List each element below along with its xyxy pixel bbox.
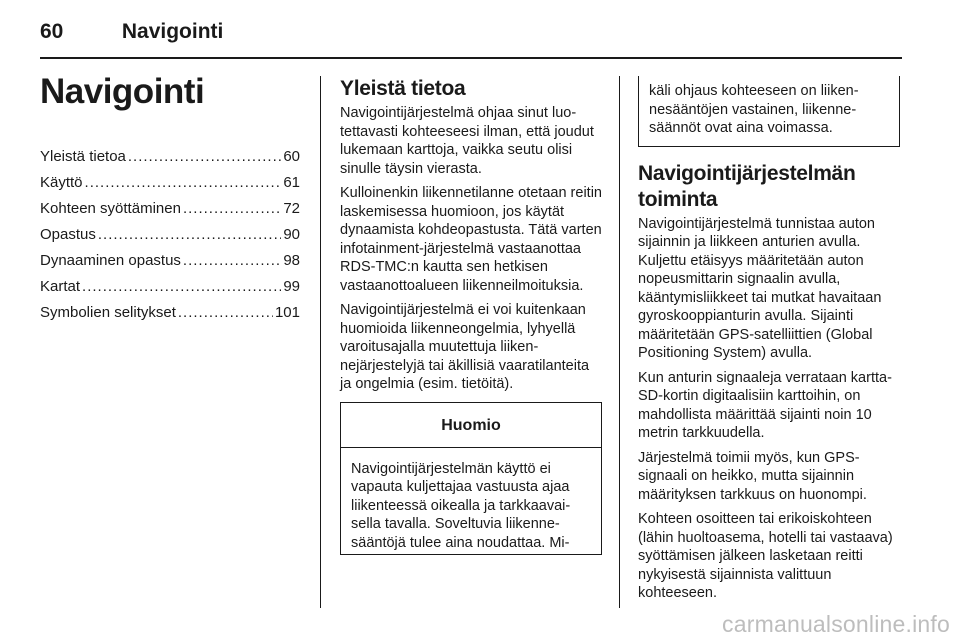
toc-entry[interactable] <box>40 300 300 326</box>
toc-entry-label: Yleistä tietoa <box>40 148 126 165</box>
page-header <box>40 20 223 44</box>
watermark: carmanualsonline.info <box>722 611 950 637</box>
toc-leader-dots <box>85 170 282 196</box>
toc-leader-dots <box>183 248 281 274</box>
function-paragraph: Kohteen osoitteen tai erikoiskohteen (lähin huoltoasema, hotelli tai vastaava) syöttämisen jälkeen lasketaan reitti nykyisestä sijainnista valittuun kohteeseen. <box>638 511 893 601</box>
general-heading: Yleistä tietoa <box>340 77 466 100</box>
running-section-title: Navigointi <box>121 20 224 43</box>
toc-leader-dots <box>183 196 281 222</box>
right-column <box>638 76 900 609</box>
note-box-continued <box>638 76 900 147</box>
toc-entry[interactable] <box>40 144 300 170</box>
column-divider-1 <box>320 76 321 608</box>
toc-entry[interactable] <box>40 170 300 196</box>
toc-leader-dots <box>82 274 281 300</box>
function-paragraph: Navigointijärjestelmä tunnistaa auton sijainnin ja liikkeen anturien avulla. Kuljettu etäisyys määritetään auton nopeusmittarin signaalin avulla, kääntymisliikkeet tai mutkat havaitaan gyroskooppianturin avulla. Sijainti määritetään GPS-satelliittien (Global Positioning System) avulla. <box>638 215 882 361</box>
header-rule <box>40 57 902 59</box>
toc-entry-label: Opastus <box>40 226 96 243</box>
toc-entry-label: Symbolien selitykset <box>40 304 176 321</box>
function-heading: Navigointijärjestelmän toiminta <box>638 161 856 211</box>
general-paragraph: Navigointijärjestelmä ohjaa sinut luotettavasti kohteeseesi ilman, että joudut lukemaan karttoja, vaikka seutu olisi sinulle täysin vierasta. <box>340 105 594 177</box>
column-divider-2 <box>619 76 620 608</box>
toc-leader-dots <box>98 222 281 248</box>
note-box <box>340 402 602 556</box>
general-paragraph: Navigointijärjestelmä ei voi kuitenkaan huomioida liikenneongelmia, lyhyellä varoitusajalla muutettuja liikennejärjestelyjä tai äkillisiä vaaratilanteita ja ongelmia (esim. tietöitä). <box>340 302 590 392</box>
toc-entry-page: 98 <box>283 252 300 269</box>
toc-entry-page: 60 <box>283 148 300 165</box>
function-paragraph: Järjestelmä toimii myös, kun GPS-signaali on heikko, mutta sijainnin määrityksen tarkkuus on huonompi. <box>638 449 867 503</box>
toc-leader-dots <box>178 300 273 326</box>
note-text-continued: käli ohjaus kohteeseen on liikennesääntöjen vastainen, liikennesäännöt ovat aina voimassa. <box>649 83 859 136</box>
toc-entry[interactable] <box>40 274 300 300</box>
general-paragraph: Kulloinenkin liikennetilanne otetaan reitin laskemisessa huomioon, jos käytät dynaamista kohdeopastusta. Tätä varten infotainment-järjestelmä vastaanottaa RDS-TMC:n kautta sen hetkisen vastaanottoalueen liikenneilmoituksia. <box>340 185 602 294</box>
toc-entry-label: Käyttö <box>40 174 83 191</box>
toc-leader-dots <box>128 144 281 170</box>
middle-column <box>340 76 602 555</box>
chapter-title: Navigointi <box>40 72 205 111</box>
toc-entry-page: 99 <box>283 278 300 295</box>
toc-entry-label: Dynaaminen opastus <box>40 252 181 269</box>
table-of-contents <box>40 144 300 326</box>
note-text: Navigointijärjestelmän käyttö ei vapauta kuljettajaa vastuusta ajaa liikenteessä oikealla ja tarkkaavaisella tavalla. Soveltuvia liikennesääntöjä tulee aina noudattaa. Mi- <box>351 460 571 551</box>
toc-entry[interactable] <box>40 248 300 274</box>
left-column <box>40 72 300 326</box>
note-title: Huomio <box>341 403 601 448</box>
toc-entry-page: 90 <box>283 226 300 243</box>
page-number: 60 <box>40 20 64 43</box>
function-paragraph: Kun anturin signaaleja verrataan kartta-SD-kortin digitaalisiin karttoihin, on mahdollista määrittää sijainti noin 10 metrin tarkkuudella. <box>638 369 892 441</box>
toc-entry[interactable] <box>40 196 300 222</box>
toc-entry-page: 61 <box>283 174 300 191</box>
toc-entry-label: Kartat <box>40 278 81 295</box>
toc-entry-label: Kohteen syöttäminen <box>40 200 181 217</box>
toc-entry-page: 101 <box>274 304 300 321</box>
toc-entry-page: 72 <box>283 200 300 217</box>
toc-entry[interactable] <box>40 222 300 248</box>
